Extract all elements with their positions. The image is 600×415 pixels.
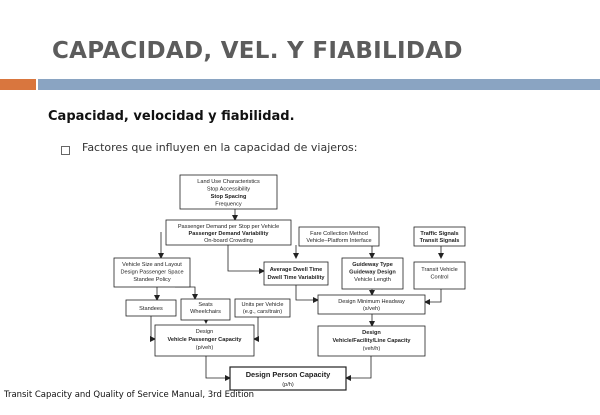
- headway-unit-label: (s/veh): [362, 306, 381, 312]
- control-label: Control: [430, 274, 449, 281]
- dwell-time-label: Average Dwell Time: [269, 267, 323, 273]
- vehicle-platform-label: Vehicle–Platform Interface: [306, 238, 372, 244]
- guideway-design-label: Guideway Design: [349, 269, 396, 276]
- lc-design-label: Design: [362, 330, 381, 336]
- standee-policy-label: Standee Policy: [133, 277, 171, 283]
- person-capacity-unit-label: (p/h): [282, 382, 294, 388]
- guideway-type-label: Guideway Type: [352, 262, 393, 268]
- person-capacity-label: Design Person Capacity: [245, 370, 331, 379]
- dwell-variability-label: Dwell Time Variability: [267, 275, 325, 281]
- lc-unit-label: (veh/h): [362, 346, 381, 352]
- units-per-vehicle-label: Units per Vehicle: [241, 302, 284, 308]
- bullet-text: Factores que influyen en la capacidad de viajeros:: [82, 141, 358, 154]
- vpc-unit-label: (p/veh): [195, 345, 214, 351]
- frequency-label: Frequency: [215, 201, 242, 208]
- passenger-demand-label: Passenger Demand per Stop per Vehicle: [177, 224, 280, 230]
- traffic-signals-label: Traffic Signals: [420, 231, 459, 237]
- cars-train-label: (e.g., cars/train): [242, 309, 283, 315]
- stop-accessibility-label: Stop Accessibility: [206, 186, 251, 193]
- slide-title: CAPACIDAD, VEL. Y FIABILIDAD: [52, 38, 463, 64]
- headway-label: Design Minimum Headway: [338, 299, 405, 305]
- vehicle-length-label: Vehicle Length: [354, 277, 391, 283]
- passenger-space-label: Design Passenger Space: [120, 269, 184, 276]
- lc-title-label: Vehicle/Facility/Line Capacity: [332, 338, 411, 344]
- crowding-label: On-board Crowding: [204, 238, 253, 244]
- standees-label: Standees: [139, 306, 163, 312]
- seats-label: Seats: [198, 302, 213, 308]
- land-use-label: Land Use Characteristics: [197, 179, 260, 185]
- vpc-title-label: Vehicle Passenger Capacity: [167, 337, 242, 343]
- source-caption: Transit Capacity and Quality of Service Manual, 3rd Edition: [4, 390, 255, 400]
- box-dwell-time: [264, 262, 328, 285]
- fare-collection-label: Fare Collection Method: [310, 231, 368, 237]
- vpc-design-label: Design: [195, 329, 214, 335]
- slide-subtitle: Capacidad, velocidad y fiabilidad.: [48, 109, 295, 124]
- transit-vehicle-label: Transit Vehicle: [421, 267, 458, 273]
- stop-spacing-label: Stop Spacing: [210, 194, 247, 200]
- transit-signals-label: Transit Signals: [419, 238, 460, 244]
- passenger-variability-label: Passenger Demand Variability: [188, 231, 269, 237]
- vehicle-size-label: Vehicle Size and Layout: [122, 262, 182, 268]
- wheelchairs-label: Wheelchairs: [190, 309, 221, 315]
